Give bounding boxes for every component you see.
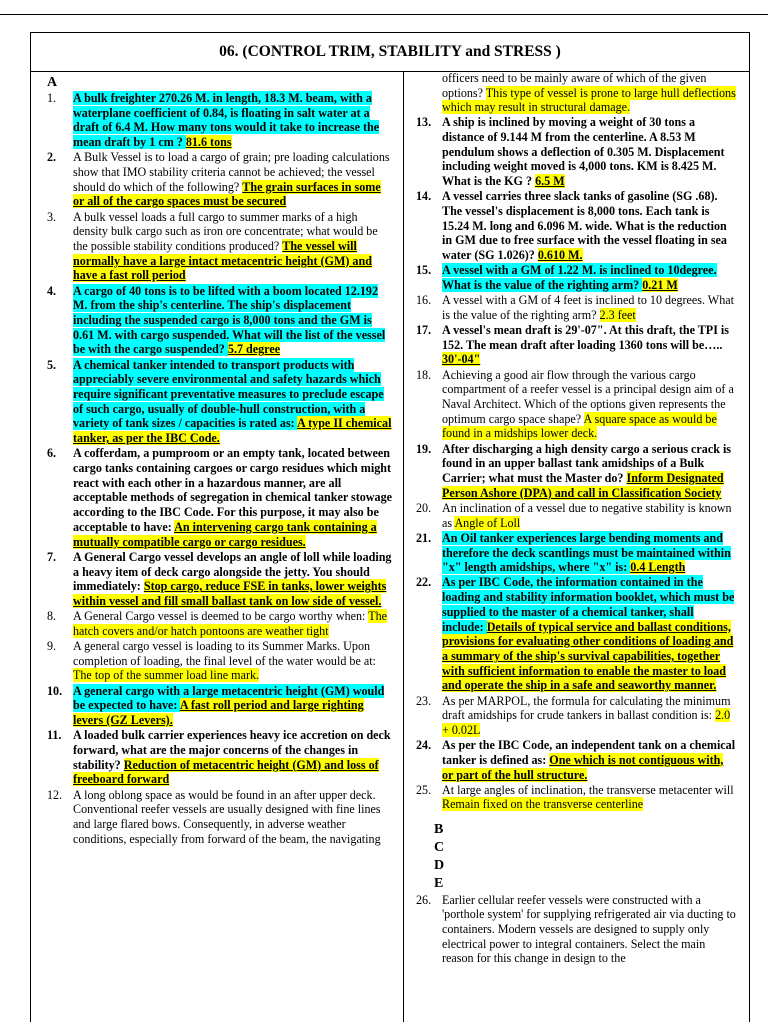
question-text: After discharging a high density cargo a serious crack is found in an upper ballast tank amidships of a Bulk Carrier; what must the Master do?: [442, 441, 732, 485]
answer-text: 0.610 M.: [537, 247, 583, 262]
answer-text: 2.0 + 0.02L: [442, 708, 731, 737]
question-text: A loaded bulk carrier experiences heavy ice accretion on deck forward, what are the major concerns of the changes in stability?: [73, 728, 391, 772]
question-text: A General Cargo vessel develops an angle of loll while loading a heavy item of deck cargo alongside the jetty. You should immediately:: [73, 549, 392, 594]
question-text: A vessel with a GM of 4 feet is inclined to 10 degrees. What is the value of the righting arm?: [442, 293, 734, 322]
question-17: [416, 323, 737, 367]
question-text: At large angles of inclination, the transverse metacenter will: [442, 782, 734, 797]
question-24: [416, 738, 737, 782]
section-letter-b: B: [434, 821, 444, 837]
answer-text: 30'-04": [442, 352, 481, 367]
answer-text: Reduction of metacentric height (GM) and loss of freeboard forward: [73, 757, 379, 787]
question-16: [416, 293, 737, 322]
question-text: A bulk vessel loads a full cargo to summer marks of a high density bulk cargo such as iron ore concentrate; what would be the possible stability conditions produced?: [73, 209, 378, 254]
answer-text: A fast roll period and large righting levers (GZ Levers).: [73, 698, 364, 728]
answer-text: Details of typical service and ballast conditions, provisions for evaluating other conditions of loading and a summary of the ship's survival capabilities, together with sufficient information to enable the master to load and operate the ship in a safe and seaworthy manner.: [442, 619, 734, 693]
question-number: 18.: [416, 367, 432, 382]
question-text: A general cargo vessel is loading to its Summer Marks. Upon completion of loading, the final level of the water would be at:: [73, 639, 376, 668]
question-text: An Oil tanker experiences large bending moments and therefore the deck scantlings must be maintained within "x" length amidships, where "x" is:: [442, 530, 731, 575]
question-number: 12.: [47, 787, 63, 802]
answer-text: An intervening cargo tank containing a mutually compatible cargo or cargo residues.: [73, 519, 377, 549]
answer-text: 0.4 Length: [630, 560, 686, 575]
question-text: A ship is inclined by moving a weight of 30 tons a distance of 9.144 M from the centerline. A 8.53 M pendulum shows a deflection of 0.305 M. Displacement including weight moved is 4,000 tons. KM is 8.425 M. What is the KG ?: [442, 115, 725, 188]
question-text: A long oblong space as would be found in an after upper deck. Conventional reefer vessels are usually designed with fine lines and large flared bows. Consequently, in adverse weather conditions, especially from forward of the beam, the navigating: [73, 787, 381, 846]
answer-text: A square space as would be found in a midships lower deck.: [442, 411, 717, 441]
answer-text: Angle of Loll: [454, 515, 521, 530]
question-3: [47, 210, 393, 284]
question-7: [47, 550, 393, 609]
question-5: [47, 358, 393, 446]
answer-text: Stop cargo, reduce FSE in tanks, lower weights within vessel and fill small ballast tank on low side of vessel.: [73, 579, 387, 608]
answer-text: The grain surfaces in some or all of the cargo spaces must be secured: [73, 179, 381, 209]
right-column: [404, 71, 749, 1022]
columns: [31, 71, 749, 1022]
question-number: 21.: [416, 530, 432, 545]
question-number: 3.: [47, 209, 57, 224]
answer-text: This type of vessel is prone to large hull deflections which may result in structural damage.: [442, 85, 736, 115]
question-number: 8.: [47, 609, 57, 624]
question-19: [416, 442, 737, 501]
question-number: 26.: [416, 892, 432, 907]
question-number: 13.: [416, 115, 432, 130]
question-9: [47, 639, 393, 683]
question-text: A general cargo with a large metacentric height (GM) would be expected to have:: [73, 683, 385, 713]
question-number: 17.: [416, 322, 432, 337]
question-number: 16.: [416, 293, 432, 308]
question-18: [416, 368, 737, 442]
question-text: officers need to be mainly aware of which of the given options?: [442, 71, 707, 100]
question-text: A vessel with a GM of 1.22 M. is inclined to 10degree. What is the value of the righting arm?: [442, 263, 717, 292]
question-11: [47, 728, 393, 787]
question-15: [416, 263, 737, 292]
answer-text: One which is not contiguous with, or part of the hull structure.: [442, 752, 724, 782]
question-2: [47, 150, 393, 209]
question-text: A Bulk Vessel is to load a cargo of grain; pre loading calculations show that IMO stability criteria cannot be achieved; the vessel should do which of the following?: [73, 150, 390, 194]
question-4: [47, 284, 393, 358]
question-number: 22.: [416, 575, 432, 590]
question-number: 1.: [47, 91, 57, 105]
question-number: 10.: [47, 683, 63, 698]
question-12-continued: [416, 71, 737, 115]
question-text: Achieving a good air flow through the various cargo compartment of a reefer vessel is a principal design aim of a Naval Architect. Which of the options given represents the optimum cargo space shape?: [442, 367, 734, 426]
question-number: 14.: [416, 189, 432, 204]
question-text: A General Cargo vessel is deemed to be cargo worthy when:: [73, 609, 369, 624]
question-text: A vessel carries three slack tanks of gasoline (SG .68). The vessel's displacement is 8,000 tons. Each tank is 15.24 M. long and 6.096 M. wide. What is the reduction in GM due to free surface with the vessel floating in sea water (SG 1.026)?: [442, 189, 727, 262]
section-letter-e: E: [434, 875, 444, 891]
answer-text: Inform Designated Person Ashore (DPA) and call in Classification Society: [442, 470, 724, 500]
answer-text: 81.6 tons: [185, 135, 232, 150]
question-text: As per MARPOL, the formula for calculating the minimum draft amidships for crude tankers in ballast condition is:: [442, 693, 731, 723]
question-number: 23.: [416, 693, 432, 708]
left-column: [31, 71, 404, 1022]
question-number: 6.: [47, 446, 57, 461]
question-number: 19.: [416, 441, 432, 456]
question-10: [47, 684, 393, 728]
section-letter-a: A: [47, 75, 58, 90]
section-letter-d: D: [434, 857, 445, 873]
answer-text: Remain fixed on the transverse centerline: [442, 797, 644, 812]
question-text: Earlier cellular reefer vessels were constructed with a 'porthole system' for supplying refrigerated air via ducting to containers. Modern vessels are designed to supply only electrical power to integral containers. Select the main reason for this change in design to the: [442, 892, 736, 966]
question-26: [416, 893, 737, 967]
question-number: 2.: [47, 150, 57, 165]
question-1: [47, 91, 393, 150]
answer-text: A type II chemical tanker, as per the IBC Code.: [73, 416, 392, 446]
question-22: [416, 575, 737, 693]
page-top-rule: [0, 14, 768, 15]
question-sheet: [30, 32, 750, 1022]
answer-text: 0.21 M: [642, 277, 678, 292]
question-number: 15.: [416, 263, 432, 278]
question-text: As per the IBC Code, an independent tank on a chemical tanker is defined as:: [442, 738, 736, 767]
question-number: 7.: [47, 549, 57, 564]
question-8: [47, 609, 393, 638]
question-number: 4.: [47, 283, 57, 298]
question-text: A cargo of 40 tons is to be lifted with a boom located 12.192 M. from the ship's centerline. The ship's displacement including the suspended cargo is 8,000 tons and the GM is 0.61 M. with cargo suspended. What will the list of the vessel be with the cargo suspended?: [73, 283, 386, 357]
section-letter-c: C: [434, 839, 445, 855]
question-text: As per IBC Code, the information contained in the loading and stability information booklet, which must be supplied to the master of a chemical tanker, shall include:: [442, 575, 735, 634]
question-number: 20.: [416, 500, 432, 515]
answer-text: 6.5 M: [535, 173, 565, 188]
question-23: [416, 694, 737, 738]
question-12: [47, 788, 393, 847]
question-number: 5.: [47, 357, 57, 372]
question-25: [416, 783, 737, 812]
question-number: 24.: [416, 738, 432, 753]
question-text: A chemical tanker intended to transport products with appreciably severe environmental and safety hazards which require significant preventative measures to preclude escape of such cargo, usually of double-hull construction, with a variety of tank sizes / capacities is rated as:: [73, 357, 384, 431]
question-20: [416, 501, 737, 530]
question-number: 11.: [47, 728, 62, 743]
question-13: [416, 115, 737, 189]
question-text: A vessel's mean draft is 29'-07". At this draft, the TPI is 152. The mean draft after loading 1360 tons will be…..: [442, 322, 729, 352]
answer-text: The vessel will normally have a large intact metacentric height (GM) and have a fast roll period: [73, 239, 372, 283]
question-number: 25.: [416, 782, 432, 797]
question-21: [416, 531, 737, 575]
question-text: A cofferdam, a pumproom or an empty tank, located between cargo tanks containing cargoes or cargo residues which might react with each other in a hazardous manner, are all acceptable methods of segregation in chemical tanker stowage according to the IBC Code. For this purpose, it may also be acceptable to have:: [73, 446, 392, 534]
question-text: A bulk freighter 270.26 M. in length, 18.3 M. beam, with a waterplane coefficient of 0.84, is floating in salt water at a draft of 6.4 M. How many tons would it take to increase the mean draft by 1 cm ?: [73, 91, 380, 150]
answer-text: The hatch covers and/or hatch pontoons are weather tight: [73, 609, 388, 638]
answer-text: 5.7 degree: [227, 342, 281, 357]
question-number: 9.: [47, 639, 57, 654]
question-6: [47, 446, 393, 549]
question-14: [416, 189, 737, 263]
page-title: 06. (CONTROL TRIM, STABILITY and STRESS ): [31, 33, 749, 72]
answer-text: The top of the summer load line mark.: [73, 668, 260, 683]
answer-text: 2.3 feet: [599, 307, 636, 322]
question-text: An inclination of a vessel due to negative stability is known as: [442, 500, 732, 530]
